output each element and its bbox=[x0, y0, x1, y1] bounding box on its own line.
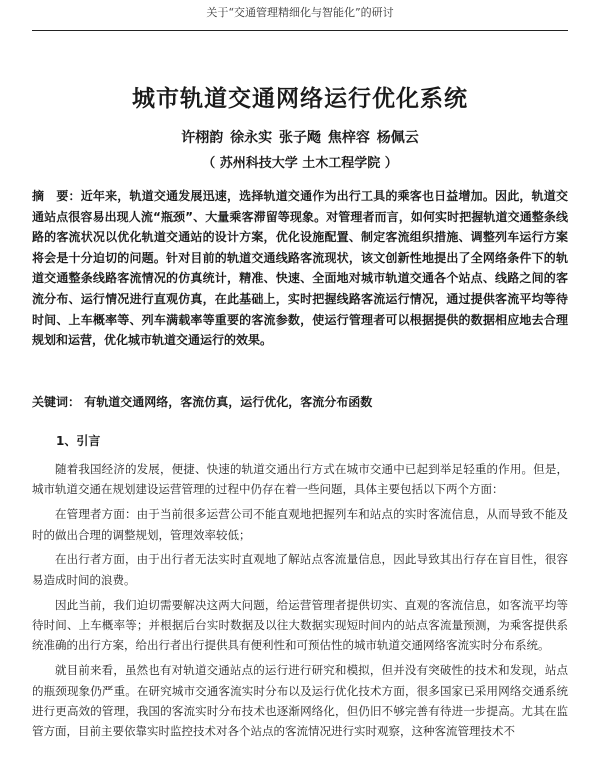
keywords bbox=[32, 393, 568, 410]
body-paragraph: 在出行者方面，由于出行者无法实时直观地了解站点客流量信息，因此导致其出行存在盲目性，很容易造成时间的浪费。 bbox=[32, 552, 568, 587]
keywords-label: 关键词： bbox=[32, 395, 81, 409]
body-paragraph: 在管理者方面：由于当前很多运营公司不能直观地把握列车和站点的实时客流信息，从而导致不能及时的做出合理的调整规划，管理效率较低； bbox=[32, 507, 568, 542]
abstract bbox=[32, 186, 568, 351]
paper-title: 城市轨道交通网络运行优化系统 bbox=[132, 86, 468, 112]
body-paragraph: 就目前来看，虽然也有对轨道交通站点的运行进行研究和模拟，但并没有突破性的技术和发现，站点的瓶颈现象仍严重。在研究城市交通客流实时分布以及运行优化技术方面，很多国家已采用网络交通系统进行更高效的管理，我国的客流实时分布技术也逐渐网络化，但仍旧不够完善有待进一步提高。尤其在监管方面，目前主要依靠实时监控技术对各个站点的客流情况进行实时观察，这种客流管理技术不 bbox=[32, 663, 568, 739]
paper-affiliation: （ 苏州科技大学 土木工程学院 ） bbox=[202, 156, 398, 171]
running-header: 关于“交通管理精细化与智能化”的研讨 bbox=[206, 6, 394, 19]
introduction-body bbox=[32, 459, 568, 746]
paper-authors: 许栩韵 徐永实 张子飏 焦梓容 杨佩云 bbox=[181, 130, 419, 146]
body-paragraph: 因此当前，我们迫切需要解决这两大问题，给运营管理者提供切实、直观的客流信息，如客流平均等待时间、上车概率等；并根据后台实时数据及以往大数据实现短时间内的站点客流量预测，为乘客提供系统准确的出行方案，给出行者出行提供具有便利性和可预估性的城市轨道交通网络客流实时分布系统。 bbox=[32, 597, 568, 653]
keywords-text: 有轨道交通网络，客流仿真，运行优化，客流分布函数 bbox=[84, 395, 373, 409]
section-heading-introduction: 1、引言 bbox=[56, 434, 101, 448]
abstract-text: 近年来，轨道交通发展迅速，选择轨道交通作为出行工具的乘客也日益增加。因此，轨道交通站点很容易出现人流“瓶颈”、大量乘客滞留等现象。对管理者而言，如何实时把握轨道交通整条线路的客流状况以优化轨道交通站的设计方案，优化设施配置、制定客流组织措施、调整列车运行方案将会是十分迫切的问题。针对目前的轨道交通线路客流现状，该文创新性地提出了全网络条件下的轨道交通整条线路客流情况的仿真统计，精准、快速、全面地对城市轨道交通各个站点、线路之间的客流分布、运行情况进行直观仿真，在此基础上，实时把握线路客流运行情况，通过提供客流平均等待时间、上车概率等、列车满载率等重要的客流参数，使运行管理者可以根据提供的数据相应地去合理规划和运营，优化城市轨道交通运行的效果。 bbox=[32, 189, 568, 348]
body-paragraph: 随着我国经济的发展，便捷、快速的轨道交通出行方式在城市交通中已起到举足轻重的作用。但是，城市轨道交通在规划建设运营管理的过程中仍存在着一些问题，具体主要包括以下两个方面： bbox=[32, 462, 568, 497]
header-divider bbox=[32, 30, 568, 31]
abstract-label: 摘 要： bbox=[32, 189, 81, 203]
